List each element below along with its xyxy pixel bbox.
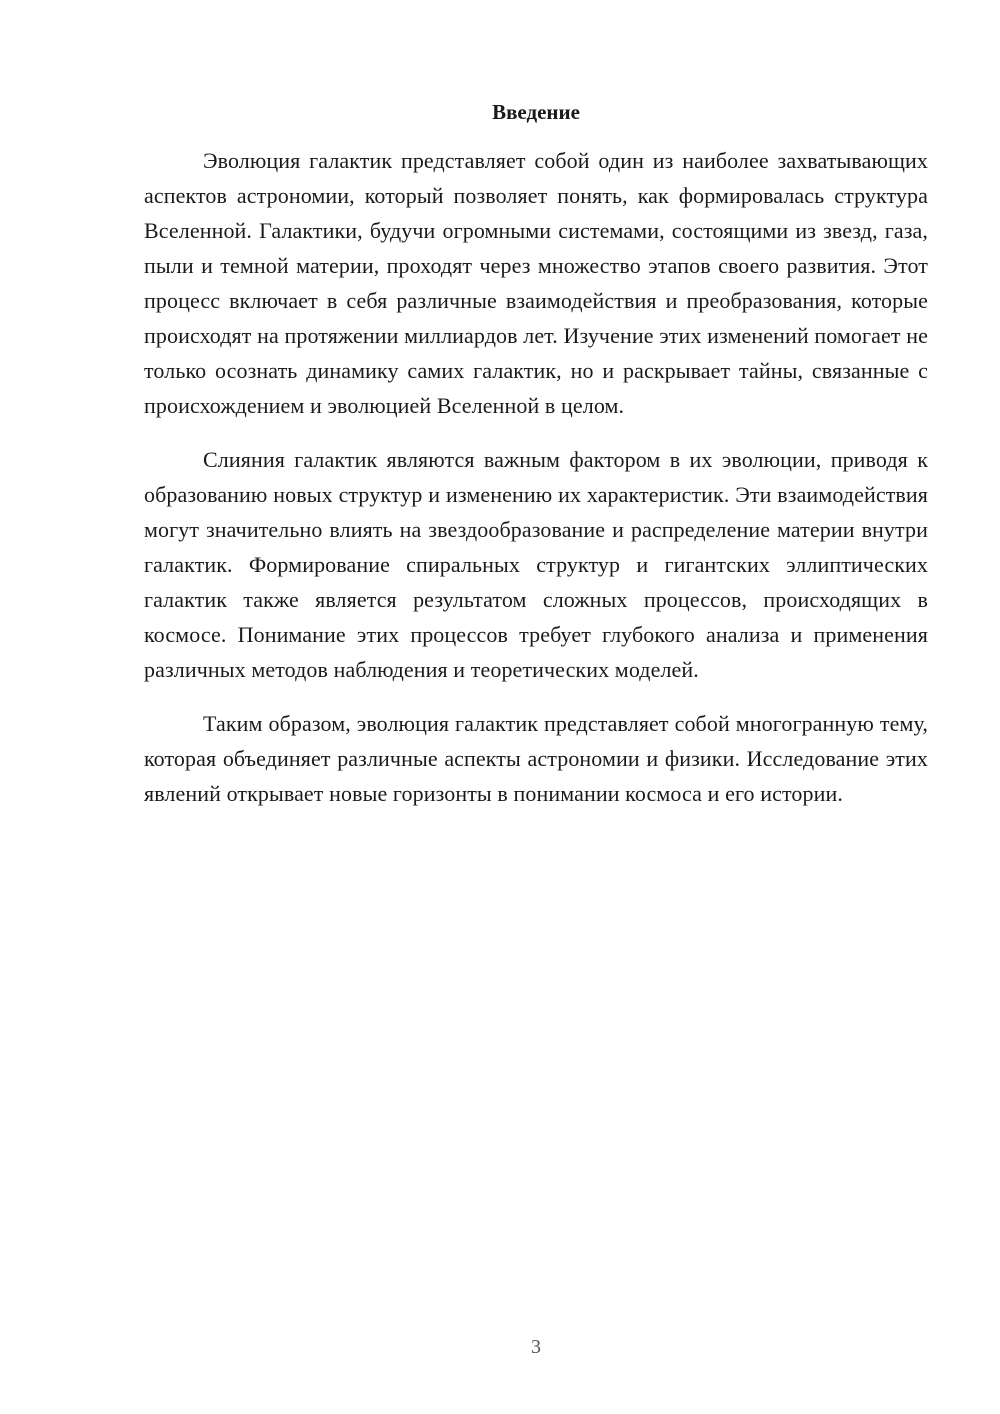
body-text [144, 143, 928, 830]
paragraph-1: Эволюция галактик представляет собой один из наиболее захватывающих аспектов астрономии, который позволяет понять, как формировалась структура Вселенной. Галактики, будучи огромными системами, состоящими из звезд, газа, пыли и темной материи, проходят через множество этапов своего развития. Этот процесс включает в себя различные взаимодействия и преобразования, которые происходят на протяжении миллиардов лет. Изучение этих изменений помогает не только осознать динамику самих галактик, но и раскрывает тайны, связанные с происхождением и эволюцией Вселенной в целом. [144, 148, 928, 418]
paragraph-2: Слияния галактик являются важным фактором в их эволюции, приводя к образованию новых структур и изменению их характеристик. Эти взаимодействия могут значительно влиять на звездообразование и распределение материи внутри галактик. Формирование спиральных структур и гигантских эллиптических галактик также является результатом сложных процессов, происходящих в космосе. Понимание этих процессов требует глубокого анализа и применения различных методов наблюдения и теоретических моделей. [144, 447, 928, 682]
page-number: 3 [531, 1336, 541, 1358]
section-heading: Введение [492, 100, 580, 124]
paragraph-3: Таким образом, эволюция галактик представляет собой многогранную тему, которая объединяет различные аспекты астрономии и физики. Исследование этих явлений открывает новые горизонты в понимании космоса и его истории. [144, 711, 928, 806]
